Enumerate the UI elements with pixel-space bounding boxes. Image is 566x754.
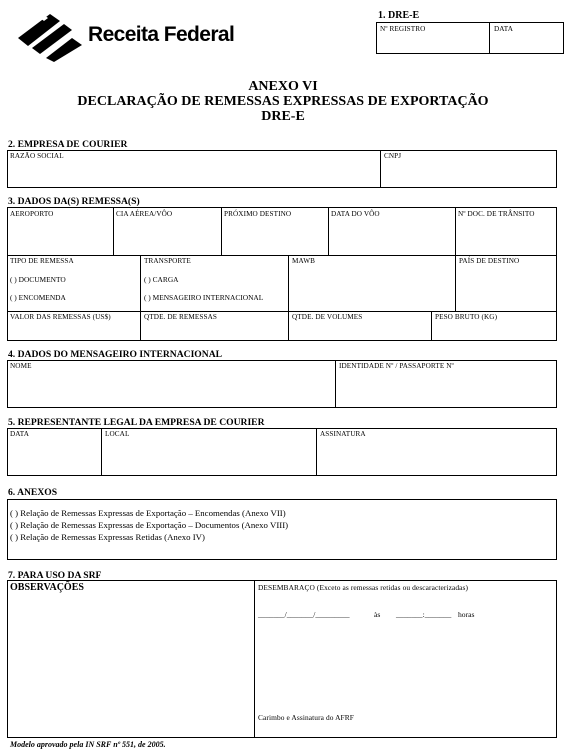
data-label: DATA <box>494 25 513 33</box>
option-encomenda[interactable]: ( ) ENCOMENDA <box>10 293 66 302</box>
desembaraco-time-field[interactable]: _______:_______ <box>396 610 452 619</box>
data-voo-label: DATA DO VÔO <box>331 210 380 218</box>
peso-bruto-label: PESO BRUTO (KG) <box>435 313 498 321</box>
rep-data-field[interactable] <box>8 439 100 475</box>
tipo-remessa-label: TIPO DE REMESSA <box>10 257 74 265</box>
section3-heading: 3. DADOS DA(S) REMESSA(S) <box>8 196 140 207</box>
razao-social-label: RAZÃO SOCIAL <box>10 152 64 160</box>
section2-heading: 2. EMPRESA DE COURIER <box>8 139 128 150</box>
carimbo-signature-field[interactable] <box>256 640 556 710</box>
proximo-destino-field[interactable] <box>222 219 327 254</box>
title-line2: DECLARAÇÃO DE REMESSAS EXPRESSAS DE EXPORTAÇÃO <box>77 94 489 109</box>
local-field[interactable] <box>102 439 315 475</box>
title-line1: ANEXO VI <box>248 79 318 94</box>
registro-field[interactable] <box>377 33 488 53</box>
qtde-remessas-field[interactable] <box>141 322 287 340</box>
section6-heading: 6. ANEXOS <box>8 487 58 498</box>
assinatura-label: ASSINATURA <box>320 430 366 438</box>
aeroporto-label: AEROPORTO <box>10 210 54 218</box>
qtde-volumes-field[interactable] <box>289 322 430 340</box>
nome-field[interactable] <box>8 371 334 407</box>
title-line3: DRE-E <box>261 109 305 124</box>
data-voo-field[interactable] <box>329 219 454 254</box>
valor-remessas-label: VALOR DAS REMESSAS (US$) <box>10 313 111 321</box>
razao-social-field[interactable] <box>8 161 379 187</box>
anexo-option-viii[interactable]: ( ) Relação de Remessas Expressas de Exportação – Documentos (Anexo VIII) <box>10 520 289 530</box>
pais-destino-label: PAÍS DE DESTINO <box>459 257 520 265</box>
cia-aerea-label: CIA AÉREA/VÔO <box>116 210 173 218</box>
option-carga[interactable]: ( ) CARGA <box>144 275 179 284</box>
qtde-remessas-label: QTDE. DE REMESSAS <box>144 313 217 321</box>
local-label: LOCAL <box>105 430 130 438</box>
valor-remessas-field[interactable] <box>8 322 139 340</box>
peso-bruto-field[interactable] <box>432 322 556 340</box>
pais-destino-field[interactable] <box>456 266 556 310</box>
identidade-field[interactable] <box>336 371 556 407</box>
identidade-label: IDENTIDADE Nº / PASSAPORTE Nº <box>339 362 454 370</box>
anexo-option-vii[interactable]: ( ) Relação de Remessas Expressas de Exportação – Encomendas (Anexo VII) <box>10 508 286 518</box>
doc-transito-field[interactable] <box>456 219 556 254</box>
assinatura-field[interactable] <box>317 439 556 475</box>
cnpj-field[interactable] <box>381 161 556 187</box>
carimbo-label: Carimbo e Assinatura do AFRF <box>258 713 355 722</box>
registro-label: Nº REGISTRO <box>380 25 426 33</box>
horas-label: horas <box>458 610 475 619</box>
as-label: às <box>374 610 381 619</box>
cia-aerea-field[interactable] <box>114 219 220 254</box>
rep-data-label: DATA <box>10 430 29 438</box>
footer-note: Modelo aprovado pela IN SRF nº 551, de 2005. <box>10 740 166 749</box>
mawb-field[interactable] <box>289 266 454 310</box>
nome-label: NOME <box>10 362 32 370</box>
observacoes-field[interactable] <box>8 596 253 737</box>
qtde-volumes-label: QTDE. DE VOLUMES <box>292 313 363 321</box>
observacoes-label: OBSERVAÇÕES <box>10 582 84 593</box>
transporte-label: TRANSPORTE <box>144 257 191 265</box>
logo-text: Receita Federal <box>88 23 235 46</box>
dre-label: 1. DRE-E <box>378 10 420 21</box>
receita-federal-logo-icon <box>10 10 90 62</box>
section4-heading: 4. DADOS DO MENSAGEIRO INTERNACIONAL <box>8 349 223 360</box>
aeroporto-field[interactable] <box>8 219 112 254</box>
desembaraco-label: DESEMBARAÇO (Exceto as remessas retidas ou descaracterizadas) <box>258 583 469 592</box>
option-documento[interactable]: ( ) DOCUMENTO <box>10 275 66 284</box>
doc-transito-label: Nº DOC. DE TRÂNSITO <box>458 210 535 218</box>
mawb-label: MAWB <box>292 257 315 265</box>
dre-data-field[interactable] <box>490 33 563 53</box>
section7-heading: 7. PARA USO DA SRF <box>8 570 102 581</box>
cnpj-label: CNPJ <box>384 152 402 160</box>
desembaraco-date-field[interactable]: _______/_______/_________ <box>258 610 350 619</box>
section5-heading: 5. REPRESENTANTE LEGAL DA EMPRESA DE COURIER <box>8 417 265 428</box>
option-mensageiro[interactable]: ( ) MENSAGEIRO INTERNACIONAL <box>144 293 264 302</box>
anexo-option-iv[interactable]: ( ) Relação de Remessas Expressas Retidas (Anexo IV) <box>10 532 205 542</box>
proximo-destino-label: PRÓXIMO DESTINO <box>224 210 292 218</box>
